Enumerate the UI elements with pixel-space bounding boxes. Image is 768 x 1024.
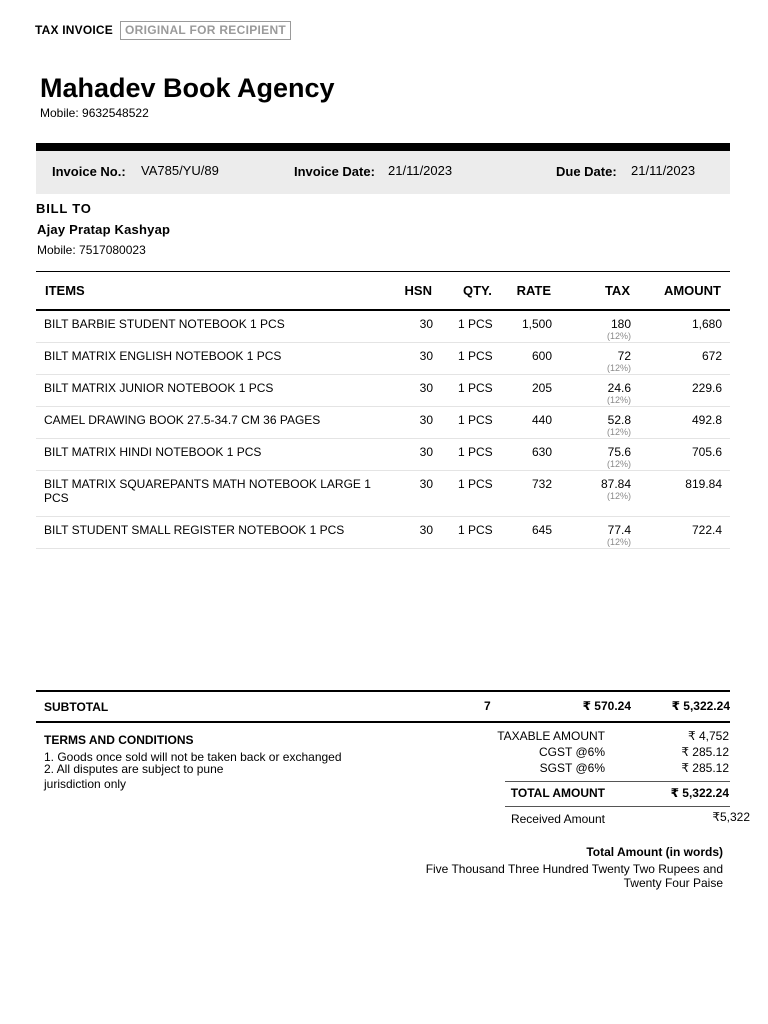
item-rate: 440 [531, 413, 552, 427]
item-hsn: 30 [419, 413, 433, 427]
item-tax-percent: (12%) [606, 537, 631, 547]
item-hsn: 30 [419, 317, 433, 331]
item-qty: 1 PCS [458, 413, 493, 427]
total-top-divider [505, 781, 730, 782]
total-amount-value: ₹ 5,322.24 [670, 786, 729, 800]
invoice-date-value: 21/11/2023 [388, 163, 453, 178]
item-tax-percent: (12%) [606, 395, 631, 405]
item-qty: 1 PCS [458, 349, 493, 363]
copy-type-badge: ORIGINAL FOR RECIPIENT [120, 21, 291, 40]
item-tax: 75.6 [607, 445, 631, 459]
item-amount: 1,680 [691, 317, 722, 331]
table-row [36, 311, 730, 343]
business-mobile: Mobile: 9632548522 [40, 106, 149, 120]
item-qty: 1 PCS [458, 523, 493, 537]
due-date-label: Due Date: [556, 164, 617, 179]
item-name: BILT BARBIE STUDENT NOTEBOOK 1 PCS [44, 317, 285, 331]
item-tax: 180 [610, 317, 631, 331]
item-amount: 819.84 [685, 477, 722, 491]
column-header-qty: QTY. [463, 283, 492, 298]
terms-line-2: 2. All disputes are subject to pune [44, 762, 224, 776]
item-rate: 1,500 [521, 317, 552, 331]
table-row [36, 375, 730, 407]
table-row [36, 517, 730, 549]
item-tax: 24.6 [607, 381, 631, 395]
item-rate: 205 [531, 381, 552, 395]
item-rate: 732 [531, 477, 552, 491]
item-hsn: 30 [419, 477, 433, 491]
item-name: BILT STUDENT SMALL REGISTER NOTEBOOK 1 PCS [44, 523, 345, 537]
subtotal-bottom-rule [36, 721, 730, 723]
item-name: BILT MATRIX ENGLISH NOTEBOOK 1 PCS [44, 349, 282, 363]
customer-name: Ajay Pratap Kashyap [37, 222, 171, 237]
item-amount: 722.4 [691, 523, 722, 537]
cgst-value: ₹ 285.12 [681, 745, 729, 759]
item-hsn: 30 [419, 523, 433, 537]
terms-line-1: 1. Goods once sold will not be taken back or exchanged [44, 750, 342, 764]
subtotal-top-rule [36, 690, 730, 692]
item-tax: 87.84 [600, 477, 631, 491]
item-tax-percent: (12%) [606, 427, 631, 437]
item-qty: 1 PCS [458, 445, 493, 459]
item-name: BILT MATRIX JUNIOR NOTEBOOK 1 PCS [44, 381, 274, 395]
item-tax-percent: (12%) [606, 459, 631, 469]
column-header-amount: AMOUNT [663, 283, 721, 298]
terms-line-3: jurisdiction only [44, 777, 127, 791]
taxable-amount-label: TAXABLE AMOUNT [497, 729, 605, 743]
total-bottom-divider [505, 806, 730, 807]
cgst-label: CGST @6% [539, 745, 605, 759]
item-tax: 52.8 [607, 413, 631, 427]
taxable-amount-value: ₹ 4,752 [688, 729, 729, 743]
table-top-rule [36, 271, 730, 272]
item-amount: 492.8 [691, 413, 722, 427]
item-tax-percent: (12%) [606, 491, 631, 501]
item-qty: 1 PCS [458, 477, 493, 491]
item-amount: 705.6 [691, 445, 722, 459]
item-hsn: 30 [419, 381, 433, 395]
item-rate: 630 [531, 445, 552, 459]
item-tax-percent: (12%) [606, 331, 631, 341]
item-tax: 72 [617, 349, 631, 363]
due-date-value: 21/11/2023 [631, 163, 696, 178]
subtotal-tax: ₹ 570.24 [582, 699, 631, 713]
item-amount: 229.6 [691, 381, 722, 395]
item-tax-percent: (12%) [606, 363, 631, 373]
subtotal-qty: 7 [484, 699, 491, 713]
amount-in-words-text: Five Thousand Three Hundred Twenty Two Rupees and Twenty Four Paise [425, 862, 723, 890]
item-hsn: 30 [419, 349, 433, 363]
column-header-hsn: HSN [404, 283, 432, 298]
column-header-tax: TAX [604, 283, 630, 298]
item-name: BILT MATRIX SQUAREPANTS MATH NOTEBOOK LARGE 1 PCS [44, 477, 371, 505]
amount-in-words-heading: Total Amount (in words) [586, 845, 723, 859]
document-type-label: TAX INVOICE [35, 23, 113, 37]
column-header-items: ITEMS [45, 283, 85, 298]
terms-heading: TERMS AND CONDITIONS [44, 733, 194, 747]
item-rate: 645 [531, 523, 552, 537]
customer-mobile: Mobile: 7517080023 [37, 243, 146, 257]
item-amount: 672 [701, 349, 722, 363]
item-hsn: 30 [419, 445, 433, 459]
total-amount-label: TOTAL AMOUNT [510, 786, 605, 800]
bill-to-heading: BILL TO [36, 201, 92, 216]
subtotal-amount: ₹ 5,322.24 [671, 699, 730, 713]
item-tax: 77.4 [607, 523, 631, 537]
table-row [36, 343, 730, 375]
received-amount-label: Received Amount [510, 812, 605, 826]
item-name: BILT MATRIX HINDI NOTEBOOK 1 PCS [44, 445, 262, 459]
sgst-value: ₹ 285.12 [681, 761, 729, 775]
table-row [36, 471, 730, 517]
column-header-rate: RATE [516, 283, 551, 298]
item-qty: 1 PCS [458, 317, 493, 331]
invoice-number-value: VA785/YU/89 [141, 163, 219, 178]
items-table-body [36, 311, 730, 549]
invoice-number-label: Invoice No.: [52, 164, 126, 179]
business-name: Mahadev Book Agency [40, 73, 335, 103]
item-qty: 1 PCS [458, 381, 493, 395]
item-name: CAMEL DRAWING BOOK 27.5-34.7 CM 36 PAGES [44, 413, 321, 427]
table-row [36, 407, 730, 439]
item-rate: 600 [531, 349, 552, 363]
invoice-date-label: Invoice Date: [294, 164, 375, 179]
subtotal-label: SUBTOTAL [44, 700, 109, 714]
received-amount-value: ₹5,322 [712, 810, 750, 824]
sgst-label: SGST @6% [539, 761, 605, 775]
table-row [36, 439, 730, 471]
